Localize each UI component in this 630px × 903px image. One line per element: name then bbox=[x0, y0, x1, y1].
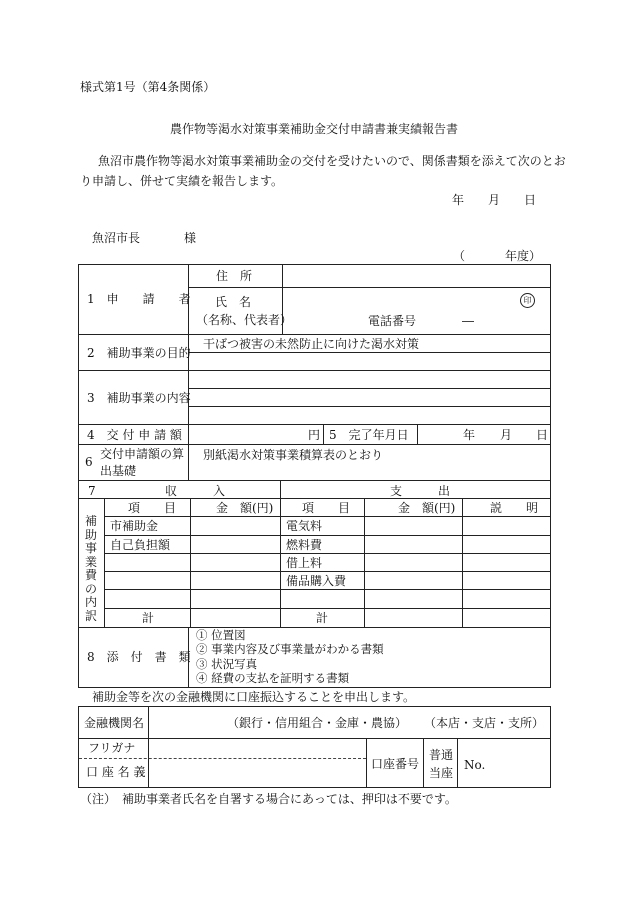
attachments-label: 8 添 付 書 類 bbox=[87, 650, 191, 664]
bank-institution-types: （銀行・信用組合・金庫・農協） bbox=[227, 716, 408, 730]
date-month: 月 bbox=[488, 193, 501, 207]
document-title: 農作物等渇水対策事業補助金交付申請書兼実績報告書 bbox=[170, 122, 459, 136]
expense-item-fuel: 燃料費 bbox=[286, 538, 323, 552]
expense-total-label: 計 bbox=[316, 611, 329, 625]
attachment-item-1: ① 位置図 bbox=[196, 628, 246, 642]
expense-col-explanation: 説 明 bbox=[490, 501, 539, 515]
expense-col-item: 項 目 bbox=[302, 501, 351, 515]
name-label: 氏 名 bbox=[215, 295, 252, 309]
name-sub-label: （名称、代表者） bbox=[196, 313, 293, 327]
bank-intro: 補助金等を次の金融機関に口座振込することを申出します。 bbox=[92, 690, 416, 704]
basis-value: 別紙渇水対策事業積算表のとおり bbox=[203, 448, 384, 462]
basis-label-line1: 交付申請額の算 bbox=[100, 447, 185, 461]
account-number-label: 口座番号 bbox=[371, 757, 420, 771]
addressee: 魚沼市長 bbox=[92, 231, 141, 245]
bank-institution-label: 金融機関名 bbox=[84, 716, 145, 730]
fiscal-year-open: （ bbox=[453, 249, 466, 263]
basis-label-line2: 出基礎 bbox=[100, 464, 137, 478]
applicant-label: 1 申 請 者 bbox=[87, 292, 191, 306]
expense-item-rental: 借上料 bbox=[286, 556, 323, 570]
date-day: 日 bbox=[524, 193, 537, 207]
footnote: （注） 補助事業者氏名を自署する場合にあっては、押印は不要です。 bbox=[80, 792, 457, 806]
income-col-item: 項 目 bbox=[128, 501, 177, 515]
income-item-self-burden: 自己負担額 bbox=[110, 538, 171, 552]
bank-branch-types: （本店・支店・支所） bbox=[424, 716, 545, 730]
account-type-current: 当座 bbox=[429, 766, 454, 780]
breakdown-vertical-label: 補 助 事 業 費 の 内 訳 bbox=[84, 514, 97, 623]
furigana-label: フリガナ bbox=[88, 741, 136, 755]
expense-col-amount: 金 額(円) bbox=[398, 501, 456, 515]
seal-mark-icon: 印 bbox=[520, 293, 535, 308]
purpose-label: 2 補助事業の目的 bbox=[87, 346, 191, 360]
attachment-item-4: ④ 経費の支払を証明する書類 bbox=[196, 671, 350, 685]
attachment-item-3: ③ 状況写真 bbox=[196, 657, 258, 671]
content-label: 3 補助事業の内容 bbox=[87, 391, 191, 405]
account-type-ordinary: 普通 bbox=[429, 748, 454, 762]
expense-header: 支 出 bbox=[390, 484, 451, 498]
account-holder-label: 口 座 名 義 bbox=[86, 765, 146, 779]
expense-item-equipment: 備品購入費 bbox=[286, 574, 347, 588]
fiscal-year-label: 年度） bbox=[505, 249, 542, 263]
body-text-line1: 魚沼市農作物等渇水対策事業補助金の交付を受けたいので、関係書類を添えて次のとお bbox=[98, 154, 566, 168]
completion-day: 日 bbox=[536, 428, 549, 442]
income-total-label: 計 bbox=[142, 611, 155, 625]
phone-separator: ― bbox=[462, 314, 474, 328]
breakdown-number: 7 bbox=[88, 484, 96, 498]
grant-label: 4 交 付 申 請 額 bbox=[87, 428, 182, 442]
body-text-line2: り申請し、併せて実績を報告します。 bbox=[80, 174, 284, 188]
basis-number: 6 bbox=[85, 455, 93, 469]
expense-item-electricity: 電気料 bbox=[286, 519, 323, 533]
completion-date-label: 5 完了年月日 bbox=[329, 428, 409, 442]
income-item-city-subsidy: 市補助金 bbox=[110, 519, 159, 533]
address-label: 住 所 bbox=[216, 269, 253, 283]
income-col-amount: 金 額(円) bbox=[216, 501, 274, 515]
phone-label: 電話番号 bbox=[368, 314, 417, 328]
grant-yen-unit: 円 bbox=[308, 428, 321, 442]
income-header: 収 入 bbox=[165, 484, 226, 498]
completion-month: 月 bbox=[500, 428, 513, 442]
form-number: 様式第1号（第4条関係） bbox=[80, 80, 216, 94]
addressee-honorific: 様 bbox=[184, 231, 197, 245]
attachment-item-2: ② 事業内容及び事業量がわかる書類 bbox=[196, 642, 384, 656]
purpose-value: 干ばつ被害の未然防止に向けた渇水対策 bbox=[203, 337, 420, 351]
account-number-prefix: No. bbox=[464, 758, 486, 772]
completion-year: 年 bbox=[463, 428, 476, 442]
date-year: 年 bbox=[452, 193, 465, 207]
